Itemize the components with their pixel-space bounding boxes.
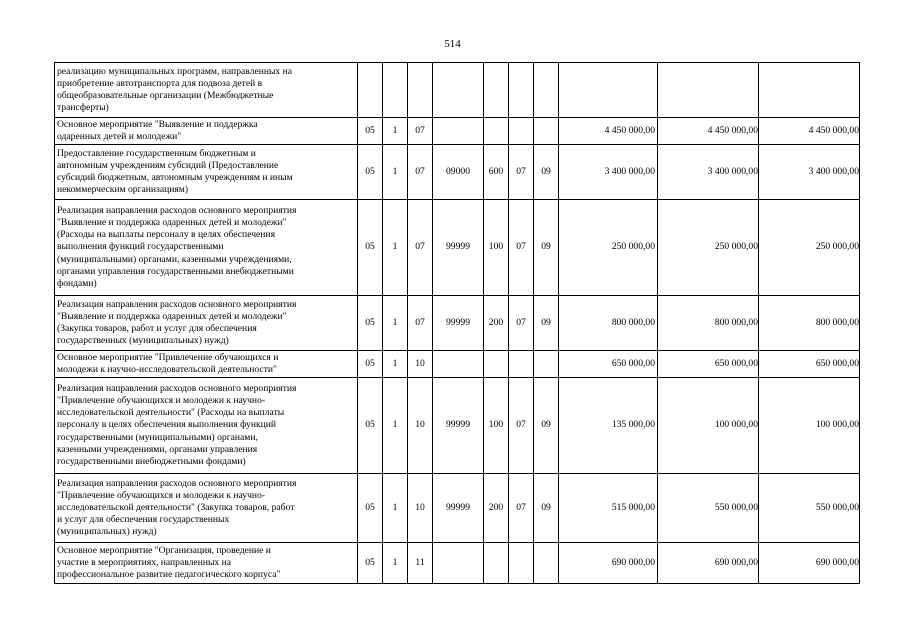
amount-year-2: 4 450 000,00 <box>658 118 759 145</box>
amount-year-3: 3 400 000,00 <box>759 145 860 200</box>
chapter-code: 07 <box>509 378 534 474</box>
chapter-code <box>509 118 534 145</box>
program-code: 07 <box>408 296 433 351</box>
description-line: общеобразовательные организации (Межбюджетные <box>57 90 274 101</box>
description-line: профессиональное развитие педагогического корпуса" <box>57 569 281 581</box>
amount-year-2: 250 000,00 <box>658 200 759 296</box>
amount-year-3: 250 000,00 <box>759 200 860 296</box>
budget-table <box>54 62 860 584</box>
target-article-code <box>433 351 484 378</box>
amount-year-3: 690 000,00 <box>759 543 860 584</box>
description-line: участие в мероприятиях, направленных на <box>57 556 231 568</box>
amount-year-1 <box>559 63 658 118</box>
amount-year-1: 650 000,00 <box>559 351 658 378</box>
description-line: и услуг для обеспечения государственных <box>57 514 230 526</box>
description-line: "Привлечение обучающихся и молодежи к научно- <box>57 395 266 407</box>
table-row <box>55 63 860 118</box>
table-row <box>55 378 860 474</box>
amount-year-1: 800 000,00 <box>559 296 658 351</box>
description-line: автономным учреждениям субсидий (Предоставление <box>57 159 279 171</box>
amount-year-1: 3 400 000,00 <box>559 145 658 200</box>
chapter-code: 07 <box>509 200 534 296</box>
amount-year-1: 135 000,00 <box>559 378 658 474</box>
section-code: 05 <box>358 351 383 378</box>
chapter-code <box>509 63 534 118</box>
amount-year-2 <box>658 63 759 118</box>
description-line: молодежи к научно-исследовательской деятельности" <box>57 364 277 375</box>
description-line: "Выявление и поддержка одаренных детей и молодежи" <box>57 217 287 229</box>
expense-type-code: 100 <box>484 378 509 474</box>
target-article-code: 99999 <box>433 296 484 351</box>
table-row <box>55 118 860 145</box>
amount-year-1: 4 450 000,00 <box>559 118 658 145</box>
amount-year-2: 550 000,00 <box>658 474 759 543</box>
row-description <box>55 378 358 474</box>
row-description <box>55 351 358 378</box>
amount-year-3: 550 000,00 <box>759 474 860 543</box>
subchapter-code: 09 <box>534 378 559 474</box>
subsection-code: 1 <box>383 351 408 378</box>
subsection-code <box>383 63 408 118</box>
description-line: государственными (муниципальными) органами, <box>57 431 258 443</box>
table-row <box>55 351 860 378</box>
expense-type-code: 200 <box>484 296 509 351</box>
subsection-code: 1 <box>383 118 408 145</box>
amount-year-1: 250 000,00 <box>559 200 658 296</box>
description-line: органами управления государственными внебюджетными <box>57 265 294 277</box>
program-code: 07 <box>408 145 433 200</box>
expense-type-code <box>484 63 509 118</box>
subchapter-code: 09 <box>534 474 559 543</box>
description-line: приобретение автотранспорта для подвоза детей в <box>57 77 263 89</box>
program-code <box>408 63 433 118</box>
description-line: "Привлечение обучающихся и молодежи к научно- <box>57 489 266 501</box>
program-code: 07 <box>408 118 433 145</box>
chapter-code: 07 <box>509 474 534 543</box>
subchapter-code <box>534 543 559 584</box>
table-row <box>55 296 860 351</box>
subchapter-code <box>534 351 559 378</box>
subsection-code: 1 <box>383 296 408 351</box>
expense-type-code: 600 <box>484 145 509 200</box>
subchapter-code: 09 <box>534 200 559 296</box>
description-line: казенными учреждениями, органами управления <box>57 443 258 455</box>
amount-year-1: 515 000,00 <box>559 474 658 543</box>
amount-year-3: 650 000,00 <box>759 351 860 378</box>
section-code: 05 <box>358 145 383 200</box>
amount-year-3: 4 450 000,00 <box>759 118 860 145</box>
subchapter-code: 09 <box>534 296 559 351</box>
chapter-code <box>509 351 534 378</box>
program-code: 10 <box>408 351 433 378</box>
program-code: 07 <box>408 200 433 296</box>
amount-year-2: 100 000,00 <box>658 378 759 474</box>
description-line: (Расходы на выплаты персоналу в целях обеспечения <box>57 229 275 241</box>
description-line: "Выявление и поддержка одаренных детей и молодежи" <box>57 310 287 322</box>
page-number: 514 <box>444 38 461 50</box>
row-description <box>55 543 358 584</box>
target-article-code: 09000 <box>433 145 484 200</box>
subsection-code: 1 <box>383 474 408 543</box>
program-code: 11 <box>408 543 433 584</box>
description-line: трансферты) <box>57 102 109 114</box>
chapter-code: 07 <box>509 145 534 200</box>
description-line: Основное мероприятие "Организация, проведение и <box>57 544 271 556</box>
expense-type-code: 100 <box>484 200 509 296</box>
amount-year-2: 650 000,00 <box>658 351 759 378</box>
amount-year-2: 690 000,00 <box>658 543 759 584</box>
program-code: 10 <box>408 378 433 474</box>
amount-year-1: 690 000,00 <box>559 543 658 584</box>
chapter-code <box>509 543 534 584</box>
description-line: (муниципальными) органами, казенными учреждениями, <box>57 253 292 265</box>
subchapter-code <box>534 63 559 118</box>
expense-type-code: 200 <box>484 474 509 543</box>
description-line: некоммерческим организациям) <box>57 184 189 196</box>
amount-year-2: 3 400 000,00 <box>658 145 759 200</box>
table-row <box>55 543 860 584</box>
amount-year-3: 100 000,00 <box>759 378 860 474</box>
row-description <box>55 296 358 351</box>
target-article-code <box>433 118 484 145</box>
target-article-code <box>433 543 484 584</box>
row-description <box>55 63 358 118</box>
amount-year-2: 800 000,00 <box>658 296 759 351</box>
section-code <box>358 63 383 118</box>
subchapter-code: 09 <box>534 145 559 200</box>
expense-type-code <box>484 118 509 145</box>
description-line: Основное мероприятие "Выявление и поддержка <box>57 118 258 130</box>
description-line: государственными внебюджетными фондами) <box>57 455 246 467</box>
expense-type-code <box>484 351 509 378</box>
section-code: 05 <box>358 118 383 145</box>
description-line: выполнения функций государственными <box>57 241 224 253</box>
row-description <box>55 200 358 296</box>
description-line: государственных (муниципальных) нужд) <box>57 335 229 347</box>
description-line: Реализация направления расходов основного мероприятия <box>57 383 297 395</box>
section-code: 05 <box>358 200 383 296</box>
target-article-code <box>433 63 484 118</box>
row-description <box>55 118 358 145</box>
section-code: 05 <box>358 474 383 543</box>
amount-year-3 <box>759 63 860 118</box>
target-article-code: 99999 <box>433 200 484 296</box>
section-code: 05 <box>358 378 383 474</box>
description-line: персоналу в целях обеспечения выполнения функций <box>57 419 277 431</box>
description-line: (муниципальных) нужд) <box>57 526 157 538</box>
description-line: Реализация направления расходов основного мероприятия <box>57 477 297 489</box>
subsection-code: 1 <box>383 200 408 296</box>
subsection-code: 1 <box>383 378 408 474</box>
description-line: реализацию муниципальных программ, направленных на <box>57 65 293 77</box>
description-line: одаренных детей и молодежи" <box>57 131 182 142</box>
chapter-code: 07 <box>509 296 534 351</box>
description-line: Предоставление государственным бюджетным и <box>57 147 256 159</box>
subsection-code: 1 <box>383 543 408 584</box>
row-description <box>55 145 358 200</box>
subsection-code: 1 <box>383 145 408 200</box>
description-line: (Закупка товаров, работ и услуг для обеспечения <box>57 323 257 334</box>
description-line: Реализация направления расходов основного мероприятия <box>57 298 297 310</box>
expense-type-code <box>484 543 509 584</box>
description-line: фондами) <box>57 277 97 289</box>
description-line: субсидий бюджетным, автономным учреждениям и иным <box>57 172 293 183</box>
description-line: исследовательской деятельности" (Закупка товаров, работ <box>57 501 295 513</box>
program-code: 10 <box>408 474 433 543</box>
description-line: Основное мероприятие "Привлечение обучающихся и <box>57 351 279 363</box>
target-article-code: 99999 <box>433 378 484 474</box>
description-line: исследовательской деятельности" (Расходы на выплаты <box>57 407 285 419</box>
table-row <box>55 474 860 543</box>
table-row <box>55 200 860 296</box>
description-line: Реализация направления расходов основного мероприятия <box>57 205 297 217</box>
table-row <box>55 145 860 200</box>
target-article-code: 99999 <box>433 474 484 543</box>
section-code: 05 <box>358 543 383 584</box>
amount-year-3: 800 000,00 <box>759 296 860 351</box>
section-code: 05 <box>358 296 383 351</box>
subchapter-code <box>534 118 559 145</box>
row-description <box>55 474 358 543</box>
